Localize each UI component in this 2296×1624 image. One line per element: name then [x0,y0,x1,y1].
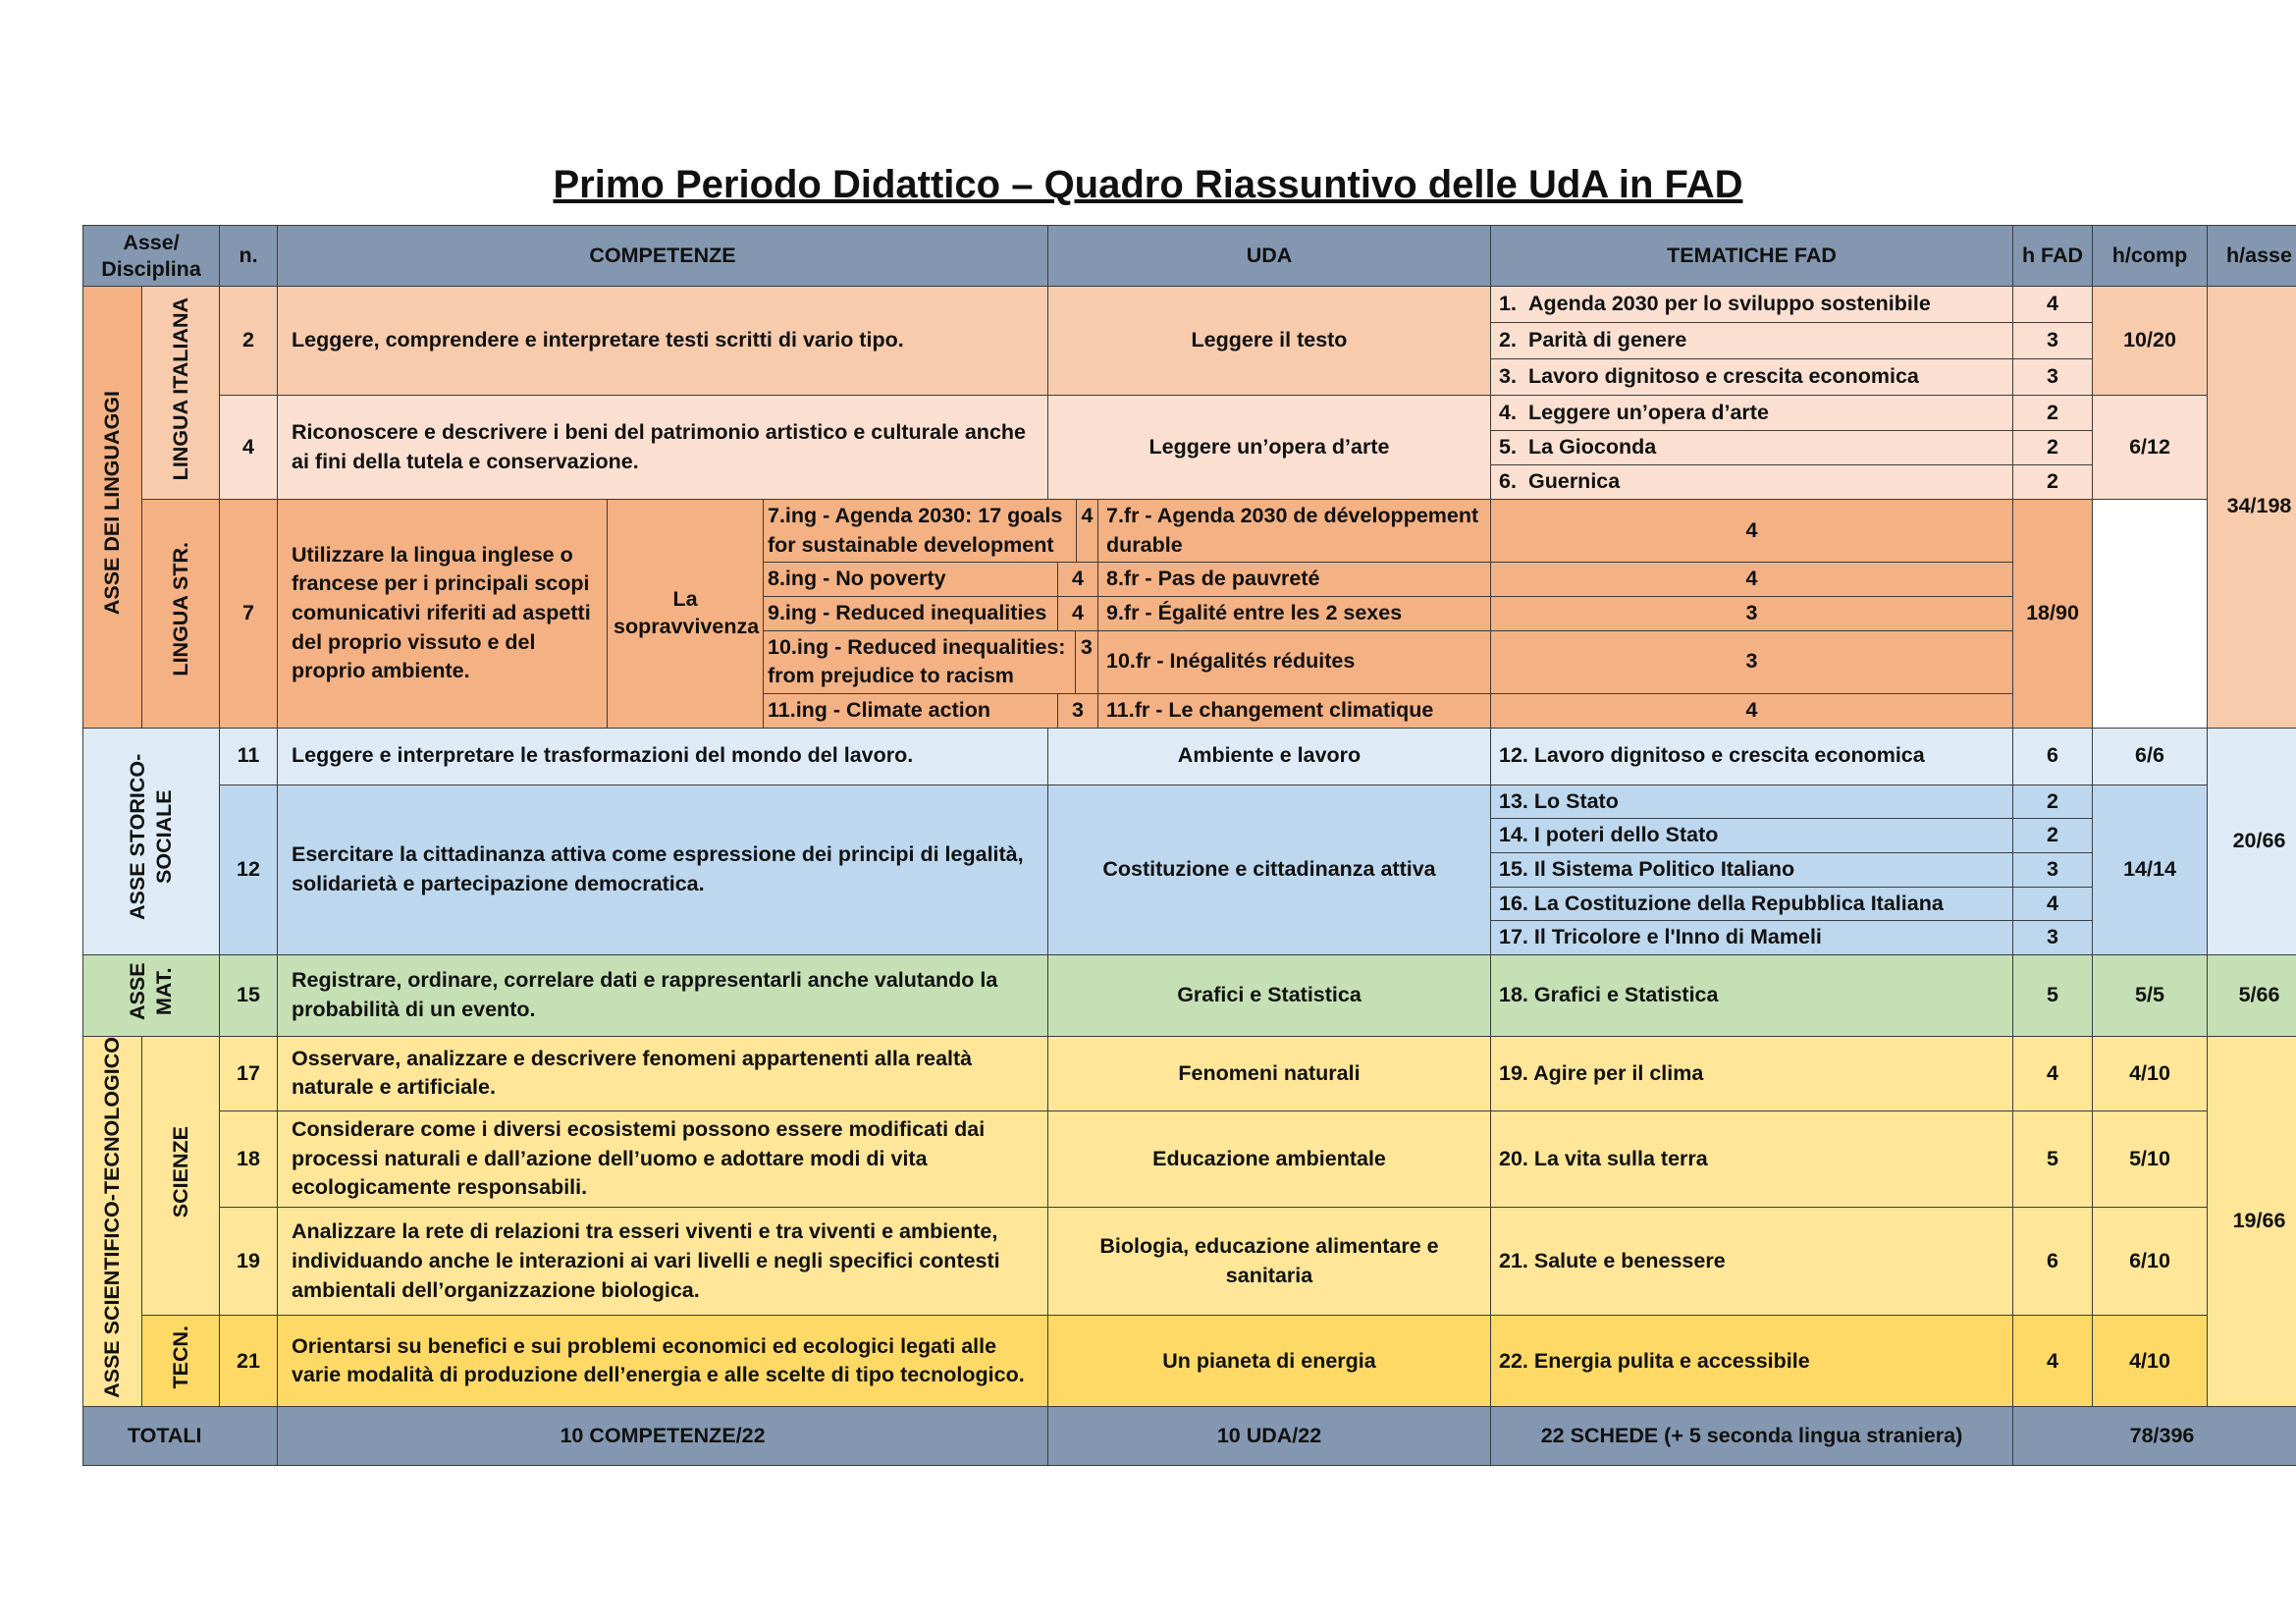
table-row [83,1110,2296,1207]
tematica-item: 12. Lavoro dignitoso e crescita economica [1491,728,2013,785]
table-row [83,1208,2296,1316]
french-topic-hours: 4 [1491,693,2013,728]
hours-per-competence: 6/10 [2093,1208,2208,1316]
totals-uda: 10 UDA/22 [1048,1407,1491,1466]
asse-storico-label: ASSE STORICO-SOCIALE [83,728,220,954]
hours-per-asse: 34/198 [2208,287,2296,729]
competence-text: Leggere e interpretare le trasformazioni del mondo del lavoro. [278,728,1048,785]
tematica-item: 17. Il Tricolore e l'Inno di Mameli [1491,921,2013,955]
tematica-item: 4. Leggere un’opera d’arte [1491,396,2013,431]
competence-number: 11 [220,728,278,785]
header-hcomp: h/comp [2093,226,2208,287]
tematica-hours: 4 [2013,1036,2093,1110]
totals-row [83,1407,2296,1466]
english-topic [764,563,1098,597]
tematica-item: 20. La vita sulla terra [1491,1110,2013,1207]
uda-name: Un pianeta di energia [1048,1316,1491,1407]
uda-name: Grafici e Statistica [1048,954,1491,1036]
french-topic: 11.fr - Le changement climatique [1098,693,1491,728]
tematica-item: 13. Lo Stato [1491,785,2013,819]
hours-per-asse: 19/66 [2208,1036,2296,1407]
hours-per-competence: 18/90 [2013,500,2093,729]
hours-per-competence: 4/10 [2093,1036,2208,1110]
scienze-label: SCIENZE [142,1036,220,1315]
tematica-item: 22. Energia pulita e accessibile [1491,1316,2013,1407]
competence-text: Analizzare la rete di relazioni tra esseri viventi e tra viventi e ambiente, individuando anche le interazioni ai vari livelli e negli specifici contesti ambientali dell’organizzazione biologica. [278,1208,1048,1316]
tematica-item: 21. Salute e benessere [1491,1208,2013,1316]
tematica-hours: 3 [2013,359,2093,396]
tematica-hours: 2 [2013,465,2093,500]
tematica-hours: 5 [2013,954,2093,1036]
tematica-item: 18. Grafici e Statistica [1491,954,2013,1036]
english-topic-hours: 3 [1075,631,1097,693]
tematica-item: 1. Agenda 2030 per lo sviluppo sostenibile [1491,287,2013,323]
competence-number: 4 [220,396,278,500]
competence-text: Riconoscere e descrivere i beni del patrimonio artistico e culturale anche ai fini della tutela e conservazione. [278,396,1048,500]
uda-name: Biologia, educazione alimentare e sanitaria [1048,1208,1491,1316]
english-topic-hours: 4 [1076,500,1097,562]
tematica-hours: 2 [2013,396,2093,431]
uda-name: Educazione ambientale [1048,1110,1491,1207]
english-topic-label: 9.ing - Reduced inequalities [768,600,1047,624]
french-topic: 8.fr - Pas de pauvreté [1098,563,1491,597]
tematica-hours: 2 [2013,819,2093,853]
header-asse: Asse/ Disciplina [83,226,220,287]
hours-per-competence: 5/10 [2093,1110,2208,1207]
lingua-italiana-label: LINGUA ITALIANA [142,287,220,500]
tematica-hours: 4 [2013,887,2093,921]
competence-number: 18 [220,1110,278,1207]
table-row [83,785,2296,819]
table-row [83,287,2296,323]
competence-number: 21 [220,1316,278,1407]
competence-text: Osservare, analizzare e descrivere fenomeni appartenenti alla realtà naturale e artificiale. [278,1036,1048,1110]
asse-linguaggi-label: ASSE DEI LINGUAGGI [83,287,142,729]
tematica-item: 16. La Costituzione della Repubblica Italiana [1491,887,2013,921]
french-topic: 9.fr - Égalité entre les 2 sexes [1098,596,1491,630]
tematica-hours: 4 [2013,1316,2093,1407]
tematica-hours: 6 [2013,728,2093,785]
english-topic-hours: 3 [1057,694,1097,728]
competence-number: 12 [220,785,278,954]
totals-schede: 22 SCHEDE (+ 5 seconda lingua straniera) [1491,1407,2013,1466]
lingua-straniera-label: LINGUA STR. [142,500,220,729]
tematica-hours: 3 [2013,852,2093,887]
competence-text: Utilizzare la lingua inglese o francese per i principali scopi comunicativi riferiti ad aspetti del proprio vissuto e del proprio ambiente. [278,500,608,729]
uda-name: Leggere il testo [1048,287,1491,396]
tematica-item: 6. Guernica [1491,465,2013,500]
competence-number: 15 [220,954,278,1036]
totals-spacer [220,1407,278,1466]
french-topic-hours: 4 [1491,500,2013,563]
tematica-hours: 5 [2013,1110,2093,1207]
tematica-hours: 6 [2013,1208,2093,1316]
tematica-hours: 3 [2013,323,2093,359]
table-row [83,728,2296,785]
quadro-table [82,225,2296,1466]
french-topic-hours: 3 [1491,596,2013,630]
hours-per-competence: 6/12 [2093,396,2208,500]
uda-name: Ambiente e lavoro [1048,728,1491,785]
hours-per-competence: 10/20 [2093,287,2208,396]
hours-per-competence: 6/6 [2093,728,2208,785]
tematica-hours: 4 [2013,287,2093,323]
table-row [83,1036,2296,1110]
tematica-hours: 3 [2013,921,2093,955]
table-row [83,1316,2296,1407]
uda-name: Costituzione e cittadinanza attiva [1048,785,1491,954]
competence-text: Orientarsi su benefici e sui problemi economici ed ecologici legati alle varie modalità di produzione dell’energia e alle scelte di tipo tecnologico. [278,1316,1048,1407]
header-hasse: h/asse [2208,226,2296,287]
uda-name: La sopravvivenza [608,500,764,729]
competence-number: 19 [220,1208,278,1316]
competence-text: Leggere, comprendere e interpretare testi scritti di vario tipo. [278,287,1048,396]
uda-name: Leggere un’opera d’arte [1048,396,1491,500]
hours-per-competence: 14/14 [2093,785,2208,954]
english-topic [764,500,1098,563]
competence-number: 2 [220,287,278,396]
competence-number: 7 [220,500,278,729]
hours-per-competence: 5/5 [2093,954,2208,1036]
english-topic-hours: 4 [1057,563,1097,596]
header-tematiche: TEMATICHE FAD [1491,226,2013,287]
competence-text: Considerare come i diversi ecosistemi possono essere modificati dai processi naturali e dall’azione dell’uomo e adottare modi di vita ecologicamente responsabili. [278,1110,1048,1207]
hours-per-asse: 5/66 [2208,954,2296,1036]
english-topic-label: 8.ing - No poverty [768,567,946,591]
competence-text: Registrare, ordinare, correlare dati e rappresentarli anche valutando la probabilità di un evento. [278,954,1048,1036]
header-hfad: h FAD [2013,226,2093,287]
tematica-item: 19. Agire per il clima [1491,1036,2013,1110]
competence-text: Esercitare la cittadinanza attiva come espressione dei principi di legalità, solidarietà e partecipazione democratica. [278,785,1048,954]
asse-matematico-label: ASSE MAT. [83,954,220,1036]
competence-number: 17 [220,1036,278,1110]
table-row [83,396,2296,431]
totals-label: TOTALI [83,1407,220,1466]
header-competenze: COMPETENZE [278,226,1048,287]
asse-scientifico-label: ASSE SCIENTIFICO-TECNOLOGICO [83,1036,142,1407]
english-topic-hours: 4 [1057,597,1097,630]
hours-per-asse: 20/66 [2208,728,2296,954]
tecn-label: TECN. [142,1316,220,1407]
french-topic-hours: 3 [1491,630,2013,693]
table-row [83,500,2296,563]
english-topic-label: 7.ing - Agenda 2030: 17 goals for sustainable development [768,504,1063,557]
english-topic [764,596,1098,630]
tematica-item: 3. Lavoro dignitoso e crescita economica [1491,359,2013,396]
french-topic-hours: 4 [1491,563,2013,597]
tematica-item: 14. I poteri dello Stato [1491,819,2013,853]
english-topic-label: 11.ing - Climate action [768,697,990,722]
french-topic: 7.fr - Agenda 2030 de développement durable [1098,500,1491,563]
page-title: Primo Periodo Didattico – Quadro Riassuntivo delle UdA in FAD [553,163,1743,206]
header-uda: UDA [1048,226,1491,287]
tematica-hours: 2 [2013,431,2093,465]
hours-per-competence: 4/10 [2093,1316,2208,1407]
english-topic-label: 10.ing - Reduced inequalities: from prejudice to racism [768,634,1066,688]
tematica-item: 15. Il Sistema Politico Italiano [1491,852,2013,887]
tematica-item: 5. La Gioconda [1491,431,2013,465]
header-n: n. [220,226,278,287]
table-row [83,954,2296,1036]
french-topic: 10.fr - Inégalités réduites [1098,630,1491,693]
tematica-hours: 2 [2013,785,2093,819]
totals-competenze: 10 COMPETENZE/22 [278,1407,1048,1466]
totals-ore: 78/396 [2013,1407,2296,1466]
tematica-item: 2. Parità di genere [1491,323,2013,359]
english-topic [764,630,1098,693]
english-topic [764,693,1098,728]
uda-name: Fenomeni naturali [1048,1036,1491,1110]
header-row [83,226,2296,287]
